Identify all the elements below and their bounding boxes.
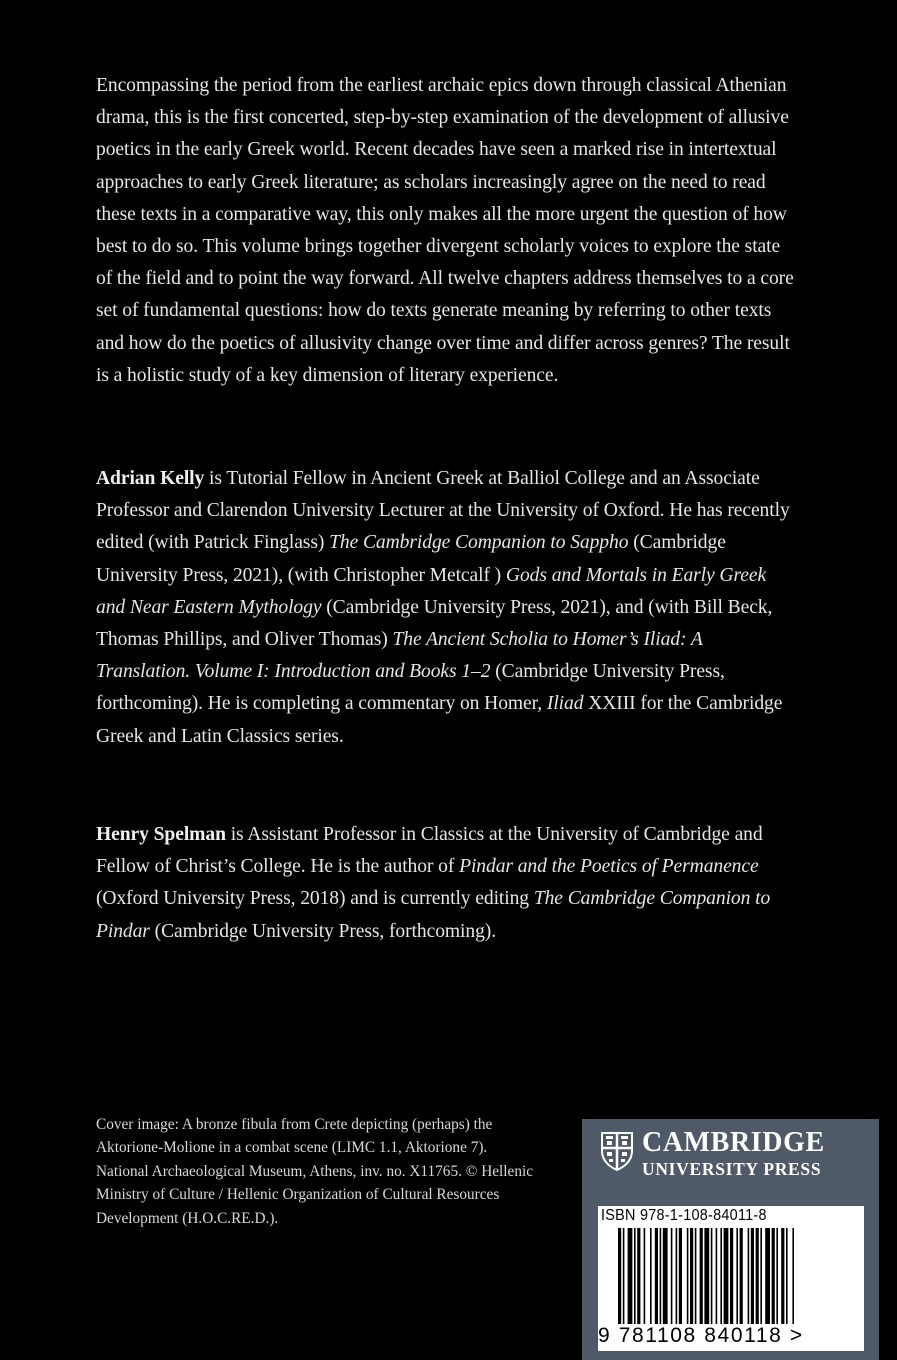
isbn-label: ISBN 978-1-108-84011-8 [601,1207,767,1224]
author-bio-kelly [96,463,796,753]
author-name: Henry Spelman [96,824,226,845]
bio-text: XXIII for the Cambridge Greek and Latin Classics series. [96,693,783,747]
book-title: Pindar and the Poetics of Permanence [459,856,759,878]
bio-text: (Cambridge University Press, 2021), and (with Bill Beck, Thomas Phillips, and Oliver Thomas) [96,596,773,651]
bio-text: (Oxford University Press, 2018) and is currently editing [96,888,534,910]
publisher-name-line2: UNIVERSITY PRESS [642,1159,822,1179]
publisher-logo-text [642,1127,872,1179]
publisher-panel [582,1119,879,1360]
bio-text: (Cambridge University Press, forthcoming). [149,920,496,942]
isbn-barcode [598,1206,864,1351]
description-paragraph: Encompassing the period from the earliest archaic epics down through classical Athenian drama, this is the first concerted, step-by-step examination of the development of allusive poetics in the early Greek world. Recent decades have seen a marked rise in intertextual approaches to early Greek literature; as scholars increasingly agree on the need to read these texts in a comparative way, this only makes all the more urgent the question of how best to do so. This volume brings together divergent scholarly voices to explore the state of the field and to point the way forward. All twelve chapters address themselves to a core set of fundamental questions: how do texts generate meaning by referring to other texts and how do the poetics of allusivity change over time and differ across genres? The result is a holistic study of a key dimension of literary experience. [96,75,794,386]
bio-text: (Cambridge University Press, 2021), (with Christopher Metcalf ) [96,532,726,586]
author-bio-spelman [96,819,796,948]
cover-image-credit: Cover image: A bronze fibula from Crete depicting (perhaps) the Aktorione-Molione in a combat scene (LIMC 1.1, Aktorione 7). National Archaeological Museum, Athens, inv. no. X11765. © Hellenic Ministry of Culture / Hellenic Organization of Cultural Resources Development (H.O.C.RE.D.). [96,1116,534,1227]
bio-text: is Assistant Professor in Classics at the University of Cambridge and Fellow of Christ’s College. He is the author of [96,824,763,878]
book-title: The Cambridge Companion to Pindar [96,888,771,942]
book-title: The Ancient Scholia to Homer’s Iliad: A Translation. Volume I: Introduction and Books 1–2 [96,629,703,683]
barcode-icon [598,1228,864,1326]
bio-text: (Cambridge University Press, forthcoming). He is completing a commentary on Homer, [96,661,725,715]
book-title: Iliad [546,693,584,715]
publisher-name-line1: CAMBRIDGE [642,1127,825,1158]
bio-text: is Tutorial Fellow in Ancient Greek at Balliol College and an Associate Professor and Clarendon University Lecturer at the University of Oxford. He has recently edited (with Patrick Finglass) [96,468,790,554]
barcode-digits: 9 781108 840118 > [598,1324,804,1347]
book-title: Gods and Mortals in Early Greek and Near Eastern Mythology [96,564,767,618]
book-title: The Cambridge Companion to Sappho [329,532,629,554]
author-name: Adrian Kelly [96,468,205,489]
university-shield-icon [600,1131,634,1171]
